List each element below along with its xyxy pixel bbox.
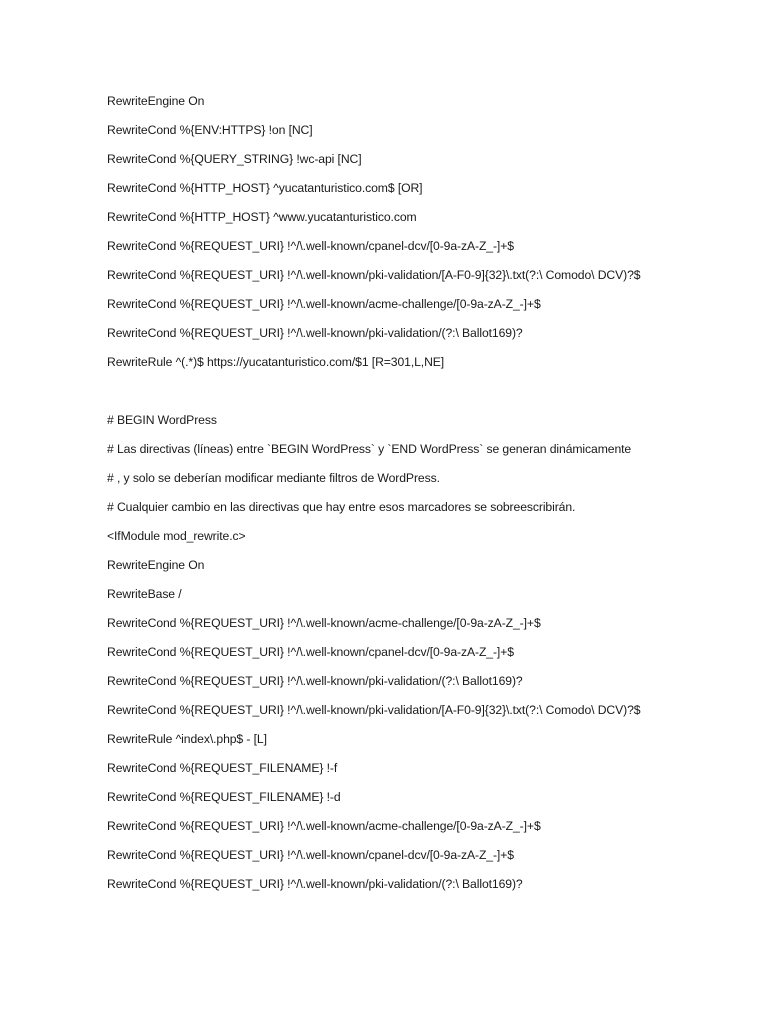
text-line: RewriteCond %{REQUEST_URI} !^/\.well-known/acme-challenge/[0-9a-zA-Z_-]+$	[107, 616, 541, 630]
document-body	[107, 92, 667, 904]
text-line: RewriteCond %{REQUEST_URI} !^/\.well-known/pki-validation/[A-F0-9]{32}\.txt(?:\ Comodo\ DCV)?$	[107, 703, 641, 717]
text-line: RewriteCond %{REQUEST_URI} !^/\.well-known/acme-challenge/[0-9a-zA-Z_-]+$	[107, 819, 541, 833]
text-line: RewriteEngine On	[107, 94, 205, 108]
text-line: RewriteCond %{REQUEST_URI} !^/\.well-known/cpanel-dcv/[0-9a-zA-Z_-]+$	[107, 848, 514, 862]
text-line: RewriteRule ^(.*)$ https://yucatanturistico.com/$1 [R=301,L,NE]	[107, 355, 445, 369]
text-line: RewriteCond %{REQUEST_FILENAME} !-f	[107, 761, 338, 775]
text-line: RewriteCond %{REQUEST_URI} !^/\.well-known/cpanel-dcv/[0-9a-zA-Z_-]+$	[107, 239, 514, 253]
text-line: # BEGIN WordPress	[107, 413, 217, 427]
text-line: RewriteCond %{REQUEST_URI} !^/\.well-known/cpanel-dcv/[0-9a-zA-Z_-]+$	[107, 645, 514, 659]
text-line: RewriteCond %{REQUEST_URI} !^/\.well-known/pki-validation/(?:\ Ballot169)?	[107, 326, 523, 340]
text-line: RewriteCond %{HTTP_HOST} ^yucatanturistico.com$ [OR]	[107, 181, 423, 195]
text-line: RewriteEngine On	[107, 558, 205, 572]
text-line: # Cualquier cambio en las directivas que hay entre esos marcadores se sobreescribirán.	[107, 500, 576, 514]
text-line: <IfModule mod_rewrite.c>	[107, 529, 246, 543]
text-line: RewriteCond %{REQUEST_URI} !^/\.well-known/pki-validation/(?:\ Ballot169)?	[107, 674, 523, 688]
text-line: RewriteRule ^index\.php$ - [L]	[107, 732, 267, 746]
text-line: RewriteCond %{REQUEST_FILENAME} !-d	[107, 790, 341, 804]
text-line: # Las directivas (líneas) entre `BEGIN WordPress` y `END WordPress` se generan dinámicamente	[107, 442, 632, 456]
blank-line	[107, 382, 667, 400]
text-line: RewriteCond %{REQUEST_URI} !^/\.well-known/pki-validation/(?:\ Ballot169)?	[107, 877, 523, 891]
text-line: RewriteCond %{ENV:HTTPS} !on [NC]	[107, 123, 313, 137]
text-line: RewriteCond %{REQUEST_URI} !^/\.well-known/pki-validation/[A-F0-9]{32}\.txt(?:\ Comodo\ DCV)?$	[107, 268, 641, 282]
text-line: RewriteCond %{QUERY_STRING} !wc-api [NC]	[107, 152, 362, 166]
text-line: RewriteCond %{REQUEST_URI} !^/\.well-known/acme-challenge/[0-9a-zA-Z_-]+$	[107, 297, 541, 311]
text-line: # , y solo se deberían modificar mediante filtros de WordPress.	[107, 471, 440, 485]
text-line: RewriteBase /	[107, 587, 182, 601]
text-line: RewriteCond %{HTTP_HOST} ^www.yucatanturistico.com	[107, 210, 417, 224]
